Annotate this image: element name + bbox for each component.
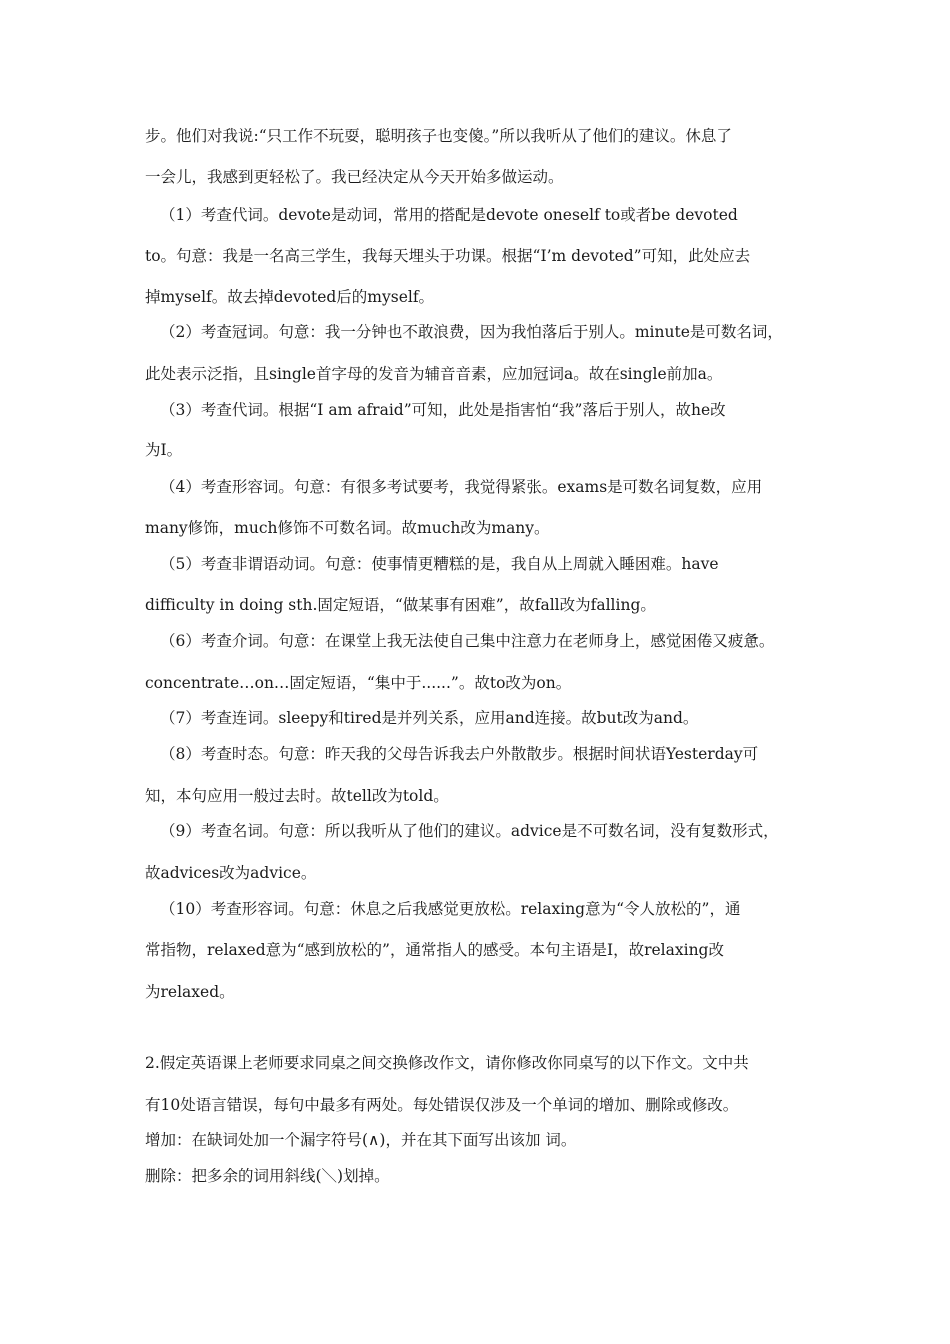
text-line: （3）考查代词。根据“I am afraid”可知，此处是指害怕“我”落后于别人，故he改 <box>160 401 726 419</box>
text-line: 步。他们对我说:“只工作不玩耍，聪明孩子也变傻。”所以我听从了他们的建议。休息了 <box>145 127 732 145</box>
text-line: 故advices改为advice。 <box>145 864 317 882</box>
text-line: 增加：在缺词处加一个漏字符号(∧)，并在其下面写出该加 词。 <box>145 1131 577 1149</box>
question-heading: 2.假定英语课上老师要求同桌之间交换修改作文，请你修改你同桌写的以下作文。文中共 <box>145 1054 749 1072</box>
text-line: （8）考查时态。句意：昨天我的父母告诉我去户外散散步。根据时间状语Yesterday可 <box>160 745 759 763</box>
text-line: （4）考查形容词。句意：有很多考试要考，我觉得紧张。exams是可数名词复数，应用 <box>160 478 763 496</box>
text-line: 此处表示泛指，且single首字母的发音为辅音音素，应加冠词a。故在single前加a。 <box>145 365 723 383</box>
text-line: （2）考查冠词。句意：我一分钟也不敢浪费，因为我怕落后于别人。minute是可数名词， <box>160 323 783 341</box>
text-line: 有10处语言错误，每句中最多有两处。每处错误仅涉及一个单词的增加、删除或修改。 <box>145 1096 739 1114</box>
text-line: 一会儿，我感到更轻松了。我已经决定从今天开始多做运动。 <box>145 168 564 186</box>
text-line: （5）考查非谓语动词。句意：使事情更糟糕的是，我自从上周就入睡困难。have <box>160 555 719 573</box>
text-line: 掉myself。故去掉devoted后的myself。 <box>145 288 435 306</box>
text-line: （6）考查介词。句意：在课堂上我无法使自己集中注意力在老师身上，感觉困倦又疲惫。 <box>160 632 775 650</box>
text-line: （7）考查连词。sleepy和tired是并列关系，应用and连接。故but改为and。 <box>160 709 699 727</box>
text-line: 删除：把多余的词用斜线(＼)划掉。 <box>145 1167 390 1185</box>
text-line: （10）考查形容词。句意：休息之后我感觉更放松。relaxing意为“令人放松的”，通 <box>160 900 741 918</box>
text-line: concentrate…on…固定短语，“集中于......”。故to改为on。 <box>145 674 572 692</box>
text-line: 为I。 <box>145 441 183 459</box>
text-line: many修饰，much修饰不可数名词。故much改为many。 <box>145 519 550 537</box>
text-line: 知，本句应用一般过去时。故tell改为told。 <box>145 787 449 805</box>
text-line: to。句意：我是一名高三学生，我每天埋头于功课。根据“I’m devoted”可知，此处应去 <box>145 247 751 265</box>
text-line: （1）考查代词。devote是动词，常用的搭配是devote oneself to或者be devoted <box>160 206 738 224</box>
text-line: 为relaxed。 <box>145 983 235 1001</box>
text-line: difficulty in doing sth.固定短语，“做某事有困难”，故fall改为falling。 <box>145 596 656 614</box>
text-line: 常指物，relaxed意为“感到放松的”，通常指人的感受。本句主语是I，故relaxing改 <box>145 941 724 959</box>
text-line: （9）考查名词。句意：所以我听从了他们的建议。advice是不可数名词，没有复数形式， <box>160 822 779 840</box>
